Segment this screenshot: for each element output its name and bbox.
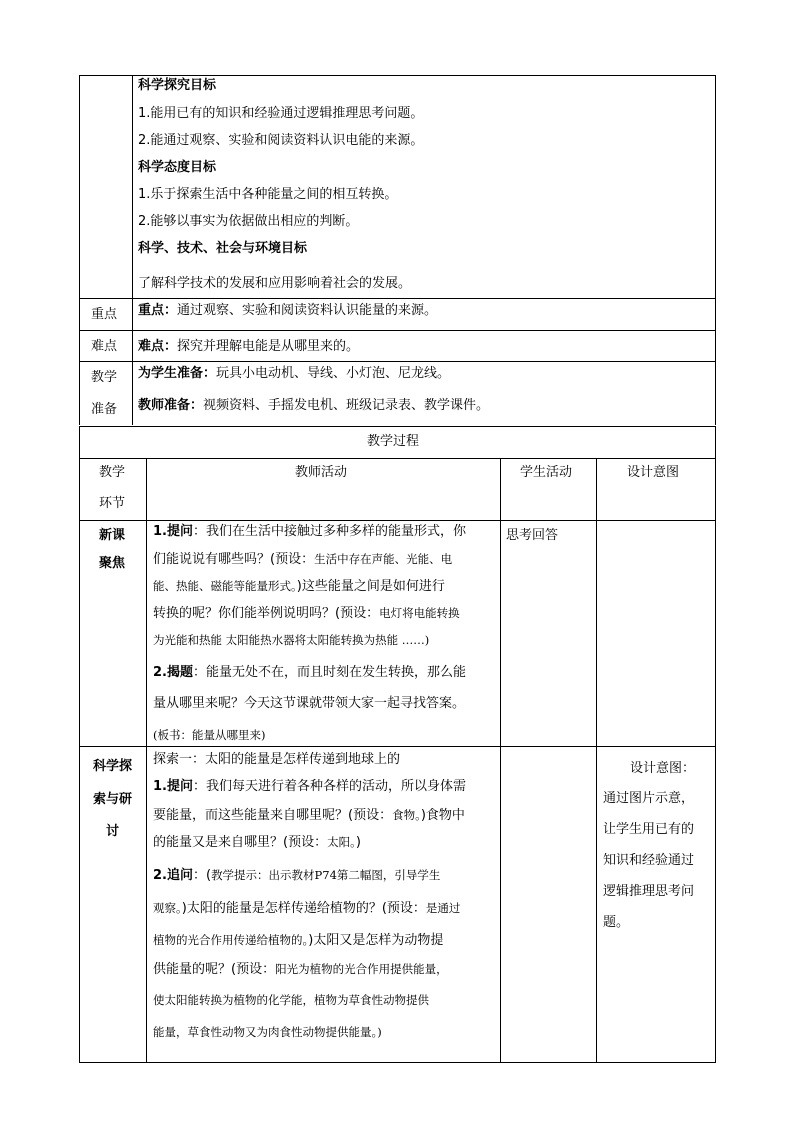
attitude-objective-1: 1.乐于探索生活中各种能量之间的相互转换。 [138,187,398,202]
process-table-right-border [715,426,716,1063]
top-table-left-border [79,75,80,425]
row2-stage-3: 讨 [106,824,120,839]
row2-followup-text-2a: 观察。 [153,901,182,915]
row2-question-text-3b: 太阳。 [327,835,356,849]
teacher-preparation-prefix: 教师准备： [138,398,204,413]
row1-question-text-4a: 转换的呢？你们能举例说明吗？(预设： [153,606,380,621]
process-table-left-border [79,426,80,1063]
preparation-label-2: 准备 [91,402,118,417]
header-stage-1: 教学 [99,465,126,480]
row1-question-text-3b: )这些能量之间是如何进行 [296,579,445,594]
row1-question-line-3 [153,578,445,595]
row1-question-text-3a: 能、热能、磁能等能量形式。 [153,579,297,593]
top-table-top-border [79,75,716,76]
row2-question-text-1: ：我们每天进行着各种各样的活动，所以身体需 [192,779,466,794]
row1-reveal-text-1: ：能量无处不在，而且时刻在发生转换，那么能 [192,665,466,680]
key-point-text: 通过观察、实验和阅读资料认识能量的来源。 [177,303,438,318]
row1-stage-2: 聚焦 [99,556,126,571]
row2-followup-text-4b: 阳光为植物的光合作用提供能量， [275,962,448,976]
sts-objective-1: 了解科学技术的发展和应用影响着社会的发展。 [138,276,412,291]
row2-followup-text-3b: )太阳又是怎样为动物提 [308,933,444,948]
row2-followup-text-4a: 供能量的呢？(预设： [153,962,276,977]
row2-question-text-2a: 要能量，而这些能量来自哪里呢？(预设： [153,808,393,823]
process-table-bottom-border [79,1062,716,1063]
row2-question-line-2 [153,807,465,824]
header-stage-2: 环节 [99,496,126,511]
row1-question-text-2b: 生活中存在声能、光能、电 [314,552,453,566]
row2-explore-title: 探索一：太阳的能量是怎样传递到地球上的 [153,752,401,767]
difficulty-prefix: 难点： [138,339,178,354]
row2-design-5: 逻辑推理思考问 [603,884,695,899]
row2-question-line-3 [153,834,361,851]
row2-followup-line-3 [153,932,443,949]
row-divider-keypoint [79,330,716,331]
row2-followup-text-2b: )太阳的能量是怎样传递给植物的？(预设： [181,901,426,916]
key-point-content [138,303,437,319]
row2-stage-1: 科学探 [93,759,133,774]
row2-followup-line-5: 使太阳能转换为植物的化学能，植物为草食性动物提供 [153,993,429,1007]
difficulty-label: 难点 [91,339,118,354]
row1-question-text-1: ：我们在生活中接触过多种多样的能量形式，你 [192,524,466,539]
process-col-divider-student [596,458,597,1063]
process-col-divider-stage [146,458,147,1063]
process-table-top-border [79,426,716,427]
process-title-divider [79,458,716,459]
teacher-preparation-text: 视频资料、手摇发电机、班级记录表、教学课件。 [203,398,490,413]
row2-followup-text-2c: 是通过 [425,901,461,915]
row1-question-text-4b: 电灯将电能转换 [379,606,460,620]
inquiry-objective-2: 2.能通过观察、实验和阅读资料认识电能的来源。 [138,133,424,148]
row2-followup-line-1 [153,867,440,884]
row1-question-line-2 [153,551,452,568]
row2-followup-text-1b: 教学提示：出示教材P74第二幅图，引导学生 [211,868,441,882]
row2-design-1: 设计意图： [630,761,696,776]
row1-reveal-line-1 [153,665,466,681]
attitude-heading: 科学态度目标 [138,160,217,175]
row1-question-line-1 [153,524,466,540]
row2-stage-2: 索与研 [93,792,133,807]
row2-followup-text-3a: 植物的光合作用传递给植物的。 [153,933,309,947]
student-preparation [138,366,450,382]
preparation-label-1: 教学 [91,370,118,385]
difficulty-content [138,339,359,355]
difficulty-text: 探究并理解电能是从哪里来的。 [177,339,360,354]
teacher-preparation [138,398,489,414]
row2-question-label: 1.提问 [153,779,193,794]
row2-followup-line-4 [153,961,448,978]
key-point-prefix: 重点： [138,303,178,318]
row1-stage-1: 新课 [99,528,126,543]
row2-design-6: 题。 [603,915,630,930]
row2-design-4: 知识和经验通过 [603,853,695,868]
row1-student-activity: 思考回答 [506,528,559,543]
row1-board-note: (板书：能量从哪里来) [153,728,266,742]
header-design-intent: 设计意图 [627,465,680,480]
row1-question-label: 1.提问 [153,524,193,539]
student-preparation-prefix: 为学生准备： [138,366,217,381]
row2-question-line-1 [153,779,466,795]
row2-question-text-3a: 的能量又是来自哪里？(预设： [153,835,328,850]
row1-question-line-4 [153,605,460,622]
row2-followup-line-2 [153,900,460,917]
row2-followup-line-6: 能量，草食性动物又为肉食性动物提供能量。) [153,1025,382,1039]
row1-reveal-label: 2.揭题 [153,665,193,680]
row1-reveal-line-2: 量从哪里来呢？今天这节课就带领大家一起寻找答案。 [153,696,466,711]
row2-question-text-3c: ) [355,835,361,850]
row-divider-difficulty [79,361,716,362]
key-point-label: 重点 [91,307,118,322]
top-table-right-border [715,75,716,425]
sts-heading: 科学、技术、社会与环境目标 [138,241,308,256]
inquiry-objective-1: 1.能用已有的知识和经验通过逻辑推理思考问题。 [138,106,424,121]
student-preparation-text: 玩具小电动机、导线、小灯泡、尼龙线。 [216,366,451,381]
row-divider-objectives [79,298,716,299]
process-header-divider [79,520,716,521]
row2-design-2: 通过图片示意， [603,791,695,806]
top-table-label-divider [132,75,133,425]
inquiry-heading: 科学探究目标 [138,78,217,93]
row2-followup-text-1a: ：( [192,868,212,883]
row2-question-text-2c: )食物中 [420,808,465,823]
process-title: 教学过程 [367,434,420,449]
row1-question-text-2a: 们能说说有哪些吗？(预设： [153,552,315,567]
header-teacher-activity: 教师活动 [295,465,348,480]
row2-design-3: 让学生用已有的 [603,822,695,837]
row2-question-text-2b: 食物。 [392,808,421,822]
attitude-objective-2: 2.能够以事实为依据做出相应的判断。 [138,214,359,229]
process-col-divider-teacher [500,458,501,1063]
process-row1-divider [79,746,716,747]
header-student-activity: 学生活动 [520,465,573,480]
row1-question-line-5: 为光能和热能 太阳能热水器将太阳能转换为热能 ……) [153,633,430,647]
row2-followup-label: 2.追问 [153,868,193,883]
